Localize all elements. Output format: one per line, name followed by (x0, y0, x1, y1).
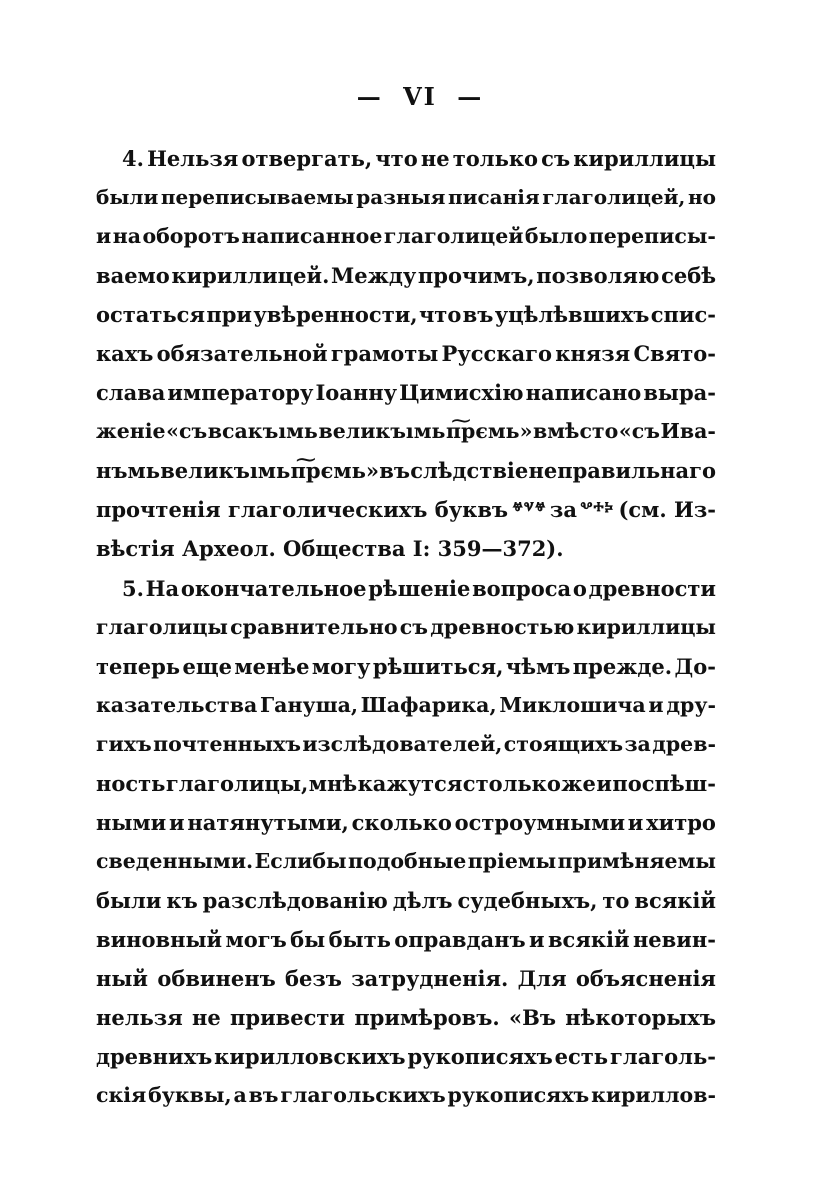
word: судебныхъ, (457, 888, 598, 913)
word: только (452, 146, 539, 171)
word: къ (166, 888, 198, 913)
word: глаголь- (610, 1044, 716, 1069)
word: кахъ (96, 341, 154, 366)
word: не (420, 146, 450, 171)
word: прежде. (572, 654, 673, 679)
text-line (96, 686, 716, 725)
word: До- (674, 654, 716, 679)
word: и (596, 771, 612, 796)
word: почтенныхъ (153, 732, 301, 756)
word: и (528, 927, 545, 952)
word: Свято- (633, 341, 716, 366)
word: обязательной (156, 341, 328, 366)
word: ный (96, 966, 148, 991)
text-line (96, 725, 716, 764)
word: есть (554, 1044, 609, 1069)
word: менѣе (234, 654, 310, 679)
word: рукописяхъ (447, 1083, 590, 1107)
word: Ива- (660, 419, 716, 443)
word: разныя (356, 185, 446, 209)
word: невин- (632, 927, 716, 952)
word: кириллицы (573, 146, 716, 171)
word: 5. (122, 576, 144, 601)
text-line: вѣстія Археол. Общества I: 359—372). (96, 536, 564, 561)
word: «съ (166, 419, 208, 443)
text-line (96, 256, 716, 295)
word: Іоанну (315, 380, 398, 405)
text-line (96, 217, 716, 256)
word: Гануша, (260, 693, 359, 717)
word: позволяю (536, 263, 660, 288)
text-line (96, 295, 716, 334)
word: поспѣш- (612, 771, 716, 796)
word: императору (167, 380, 314, 405)
word: древнихъ (96, 1044, 213, 1069)
word: п͠рємь» (290, 458, 380, 483)
text-line (96, 1037, 716, 1076)
word: уцѣлѣвшихъ (494, 302, 650, 327)
word: хитро (646, 810, 716, 835)
word: были (96, 888, 162, 913)
word: Для (517, 966, 567, 991)
word: спис- (650, 302, 716, 327)
text-line (96, 139, 716, 178)
word: писанія (448, 185, 540, 209)
word: князя (555, 341, 631, 366)
word: рукописяхъ (407, 1044, 553, 1069)
paragraph-5 (96, 569, 716, 1115)
word: въ (379, 458, 410, 483)
word: женіе (96, 419, 166, 443)
word: то (602, 888, 630, 913)
paragraph-4 (96, 139, 716, 568)
word: стоящихъ (503, 732, 624, 756)
word: п͠рємь» (446, 419, 533, 443)
word: ность (96, 771, 166, 796)
word: еще (182, 654, 232, 679)
word: за (624, 732, 651, 756)
word: что (375, 146, 418, 171)
word: всякій (634, 888, 716, 913)
word: мнѣ (308, 771, 358, 796)
text-line (96, 881, 716, 920)
word: Русскаго (441, 341, 552, 366)
text-line-glagolitic (96, 490, 716, 529)
word: привести (230, 1005, 346, 1030)
word: при (206, 302, 252, 327)
header-dash-right: — (457, 82, 484, 111)
word: выра- (643, 380, 716, 405)
word: кирилловскихъ (214, 1044, 406, 1069)
word: грамоты (330, 341, 439, 366)
word: гихъ (96, 732, 152, 756)
word: остаться (96, 302, 205, 327)
text-line (96, 764, 716, 803)
word: сколько (351, 810, 452, 835)
word: кажутся (357, 771, 463, 796)
text-line (96, 842, 716, 881)
text-line (96, 803, 716, 842)
word: рѣшиться, (372, 654, 504, 679)
word: съ (399, 615, 428, 639)
word: виновный (96, 927, 223, 952)
word: Миклошича (499, 693, 646, 717)
word: Цимисхію (399, 380, 524, 405)
word: чѣмъ (505, 654, 571, 679)
word: не (192, 1005, 221, 1030)
word: кириллицей. (171, 263, 330, 288)
glagolitic-letters: ⰲⰰⰽ (580, 499, 615, 519)
text-line (96, 1076, 716, 1115)
word: всакъıмь (207, 419, 318, 443)
word: могу (311, 654, 371, 679)
word: 4. (122, 146, 144, 171)
glagolitic-letters: ⱍⱌⱍ (512, 499, 546, 519)
word: нъмь (96, 458, 160, 483)
word: переписываемы (160, 185, 354, 209)
word: «Въ (508, 1005, 556, 1030)
text-fragment: прочтенія глаголическихъ буквъ (96, 497, 509, 522)
word: столько (462, 771, 561, 796)
text-line (96, 608, 716, 647)
word: что (418, 302, 462, 327)
word: себѣ (661, 263, 716, 288)
word: слава (96, 380, 166, 405)
word: и (648, 693, 664, 717)
page-header (0, 82, 840, 111)
word: и (169, 810, 185, 835)
word: окончательное (180, 576, 367, 601)
text-line (96, 451, 716, 490)
text-line (96, 647, 716, 686)
word: было (524, 224, 588, 248)
text-line (96, 920, 716, 959)
word: великъıмь (160, 458, 291, 483)
word: безъ (285, 966, 342, 991)
word: и (627, 810, 644, 835)
word: подобные (348, 849, 467, 873)
word: въ (462, 302, 494, 327)
word: отвергать, (241, 146, 373, 171)
word: прочимъ, (417, 263, 535, 288)
word: вмѣсто (532, 419, 619, 443)
text-line (96, 373, 716, 412)
word: древ- (652, 732, 716, 756)
word: Между (331, 263, 417, 288)
word: въ (248, 1083, 279, 1107)
word: написанное (241, 224, 383, 248)
word: глаголицы (96, 615, 228, 639)
word: кириллицы (576, 615, 716, 639)
word: дѣлъ (392, 888, 453, 913)
word: же (561, 771, 596, 796)
header-dash-left: — (356, 82, 383, 111)
text-line (96, 959, 716, 998)
word: обвиненъ (157, 966, 276, 991)
word: глаголицей, (542, 185, 686, 209)
word: «съ (618, 419, 660, 443)
word: На (145, 576, 180, 601)
word: дру- (666, 693, 716, 717)
word: изслѣдователей, (302, 732, 503, 756)
word: Шафарика, (360, 693, 497, 717)
text-line (96, 998, 716, 1037)
text-fragment: (см. Из- (618, 497, 716, 522)
word: теперь (96, 654, 181, 679)
word: остроумными (454, 810, 626, 835)
word: о (572, 576, 587, 601)
word: нѣкоторыхъ (565, 1005, 716, 1030)
word: затрудненія. (351, 966, 509, 991)
page-number: VI (403, 82, 437, 111)
word: бы (290, 927, 326, 952)
word: сравнительно (230, 615, 398, 639)
word: древностью (430, 615, 575, 639)
word: и (96, 224, 112, 248)
word: древности (588, 576, 716, 601)
word: но (687, 185, 716, 209)
word: нельзя (96, 1005, 183, 1030)
word: буквы, (148, 1083, 232, 1107)
word: натянутыми, (187, 810, 349, 835)
word: великъıмь (318, 419, 446, 443)
word: а (233, 1083, 247, 1107)
word: казательства (96, 693, 258, 717)
word: объясненія (575, 966, 716, 991)
word: примѣровъ. (354, 1005, 500, 1030)
word: слѣдствіе (410, 458, 529, 483)
word: всякій (547, 927, 630, 952)
word: глаголицы, (165, 771, 309, 796)
word: быть (328, 927, 391, 952)
word: написано (525, 380, 642, 405)
word: сведенными. (96, 849, 254, 873)
word: ваемо (96, 263, 170, 288)
word: рѣшеніе (368, 576, 471, 601)
text-line (96, 178, 716, 217)
word: увѣренности, (253, 302, 418, 327)
word: на (112, 224, 141, 248)
text-fragment: за (549, 497, 577, 522)
word: разслѣдованію (202, 888, 388, 913)
word: были (96, 185, 159, 209)
word: вопроса (472, 576, 572, 601)
word: неправильнаго (528, 458, 716, 483)
word: примѣняемы (557, 849, 716, 873)
word: могъ (225, 927, 287, 952)
text-line (96, 412, 716, 451)
word: Нельзя (147, 146, 239, 171)
word: ными (96, 810, 167, 835)
word: оборотъ (142, 224, 240, 248)
word: переписы- (588, 224, 716, 248)
word: пріемы (467, 849, 557, 873)
word: глаголицей (383, 224, 524, 248)
word: Еслибы (254, 849, 347, 873)
word: скія (96, 1083, 147, 1107)
word: кириллов- (591, 1083, 716, 1107)
text-line (96, 569, 716, 608)
word: съ (541, 146, 571, 171)
text-line (96, 334, 716, 373)
word: глагольскихъ (280, 1083, 446, 1107)
word: оправданъ (394, 927, 526, 952)
